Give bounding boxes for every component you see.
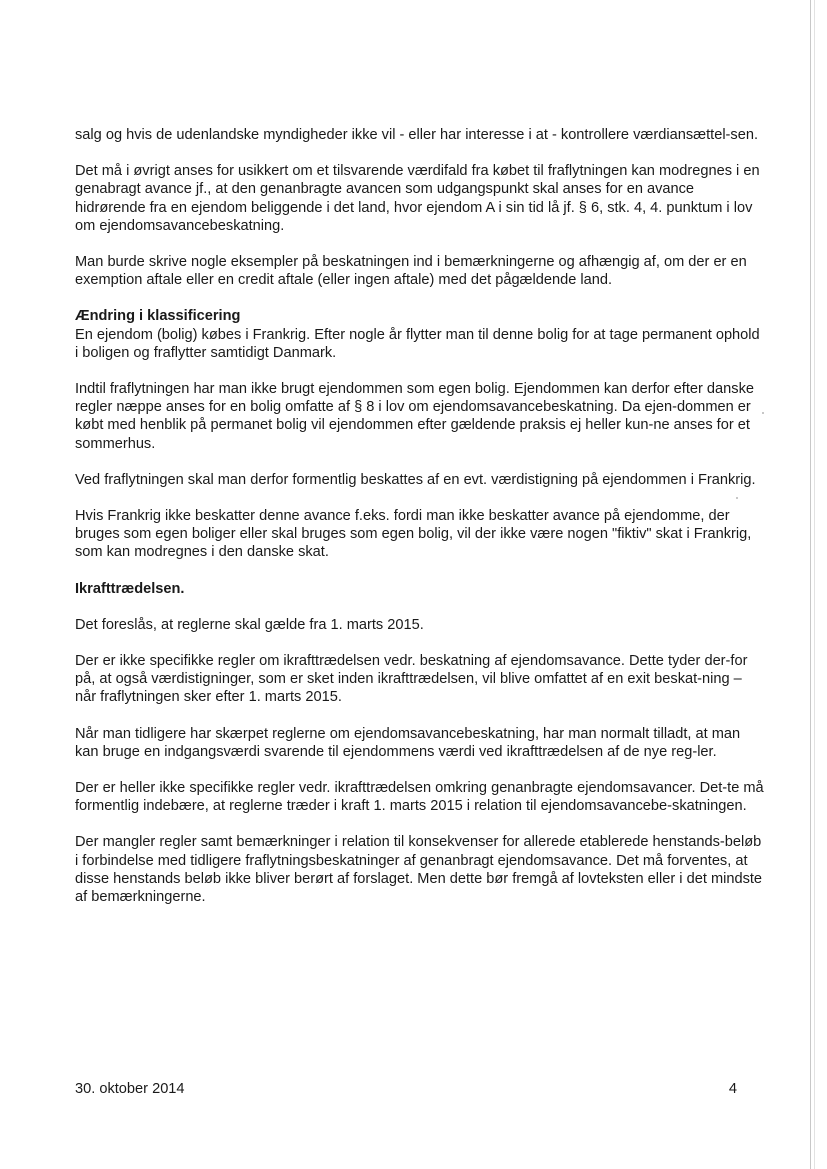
footer-date: 30. oktober 2014 [75,1081,185,1097]
paragraph-reinvested-gains: Der er heller ikke specifikke regler vedr. ikrafttrædelsen omkring genanbragte ejendomsavancer. Det-te må formentlig indebære, at reglerne træder i kraft 1. marts 2015 i relation til ejendomsavancebe-skatningen. [75,780,764,815]
heading-entry-into-force: Ikrafttrædelsen. [75,580,185,597]
heading-classification-change: Ændring i klassificering [75,308,241,325]
paragraph-no-specific-rules: Der er ikke specifikke regler om ikrafttrædelsen vedr. beskatning af ejendomsavance. Dette tyder der-for på, at også værdistigninger, som er sket inden ikrafttrædelsen, vil blive omfattet af en exit beskat-ning – når fraflytningen sker efter 1. marts 2015. [75,653,748,706]
section-classification-change [75,307,765,362]
document-body [75,126,765,924]
paragraph-valuation-control: salg og hvis de udenlandske myndigheder ikke vil - eller har interesse i at - kontrollere værdiansættel-sen. [75,127,758,143]
paragraph-own-residence: Indtil fraflytningen har man ikke brugt ejendommen som egen bolig. Ejendommen kan derfor efter danske regler næppe anses for en bolig omfatte af § 8 i lov om ejendomsavancebeskatning. Da ejen-dommen er købt med henblik på permanet bolig vil ejendommen efter gældende praksis ej heller kun-ne anses for et sommerhus. [75,381,754,452]
paragraph-value-loss-offset: Det må i øvrigt anses for usikkert om et tilsvarende værdifald fra købet til fraflytningen kan modregnes i en genabragt avance jf., at den genanbragte avancen som udgangspunkt skal anses for en avance hidrørende fra en ejendom beliggende i det land, hvor ejendom A i sin tid lå jf. § 6, stk. 4, 4. punktum i lov om ejendomsavancebeskatning. [75,163,760,234]
scan-edge-line [810,0,811,1169]
paragraph-examples-suggestion: Man burde skrive nogle eksempler på beskatningen ind i bemærkningerne og afhængig af, om der er en exemption aftale eller en credit aftale (eller ingen aftale) med det pågældende land. [75,254,747,289]
paragraph-deferral-amounts: Der mangler regler samt bemærkninger i relation til konsekvenser for allerede etablerede henstands-beløb i forbindelse med tidligere fraflytningsbeskatninger af genanbragt ejendomsavance. Det må forventes, at disse henstands beløb ikke bliver berørt af forslaget. Men dette bør fremgå af lovteksten eller i det mindste af bemærkningerne. [75,834,763,906]
paragraph-effective-date: Det foreslås, at reglerne skal gælde fra 1. marts 2015. [75,616,424,633]
scan-speck [736,497,738,499]
paragraph-property-purchase: En ejendom (bolig) købes i Frankrig. Efter nogle år flytter man til denne bolig for at tage permanent ophold i boligen og fraflytter samtidigt Danmark. [75,326,760,361]
paragraph-entry-value: Når man tidligere har skærpet reglerne om ejendomsavancebeskatning, har man normalt tilladt, at man kan bruge en indgangsværdi svarende til ejendommens værdi ved ikrafttrædelsen af de nye reg-ler. [75,725,741,760]
scan-edge-line-secondary [814,0,815,1169]
page-number: 4 [728,1081,737,1097]
scan-speck [762,412,764,414]
paragraph-taxation-on-departure: Ved fraflytningen skal man derfor formentlig beskattes af en evt. værdistigning på ejendommen i Frankrig. [75,471,756,488]
paragraph-fictive-tax: Hvis Frankrig ikke beskatter denne avance f.eks. fordi man ikke beskatter avance på ejendomme, der bruges som egen boliger eller skal bruges som egen bolig, vil der ikke være nogen "fiktiv" skat i Frankrig, som kan modregnes i den danske skat. [75,508,752,561]
